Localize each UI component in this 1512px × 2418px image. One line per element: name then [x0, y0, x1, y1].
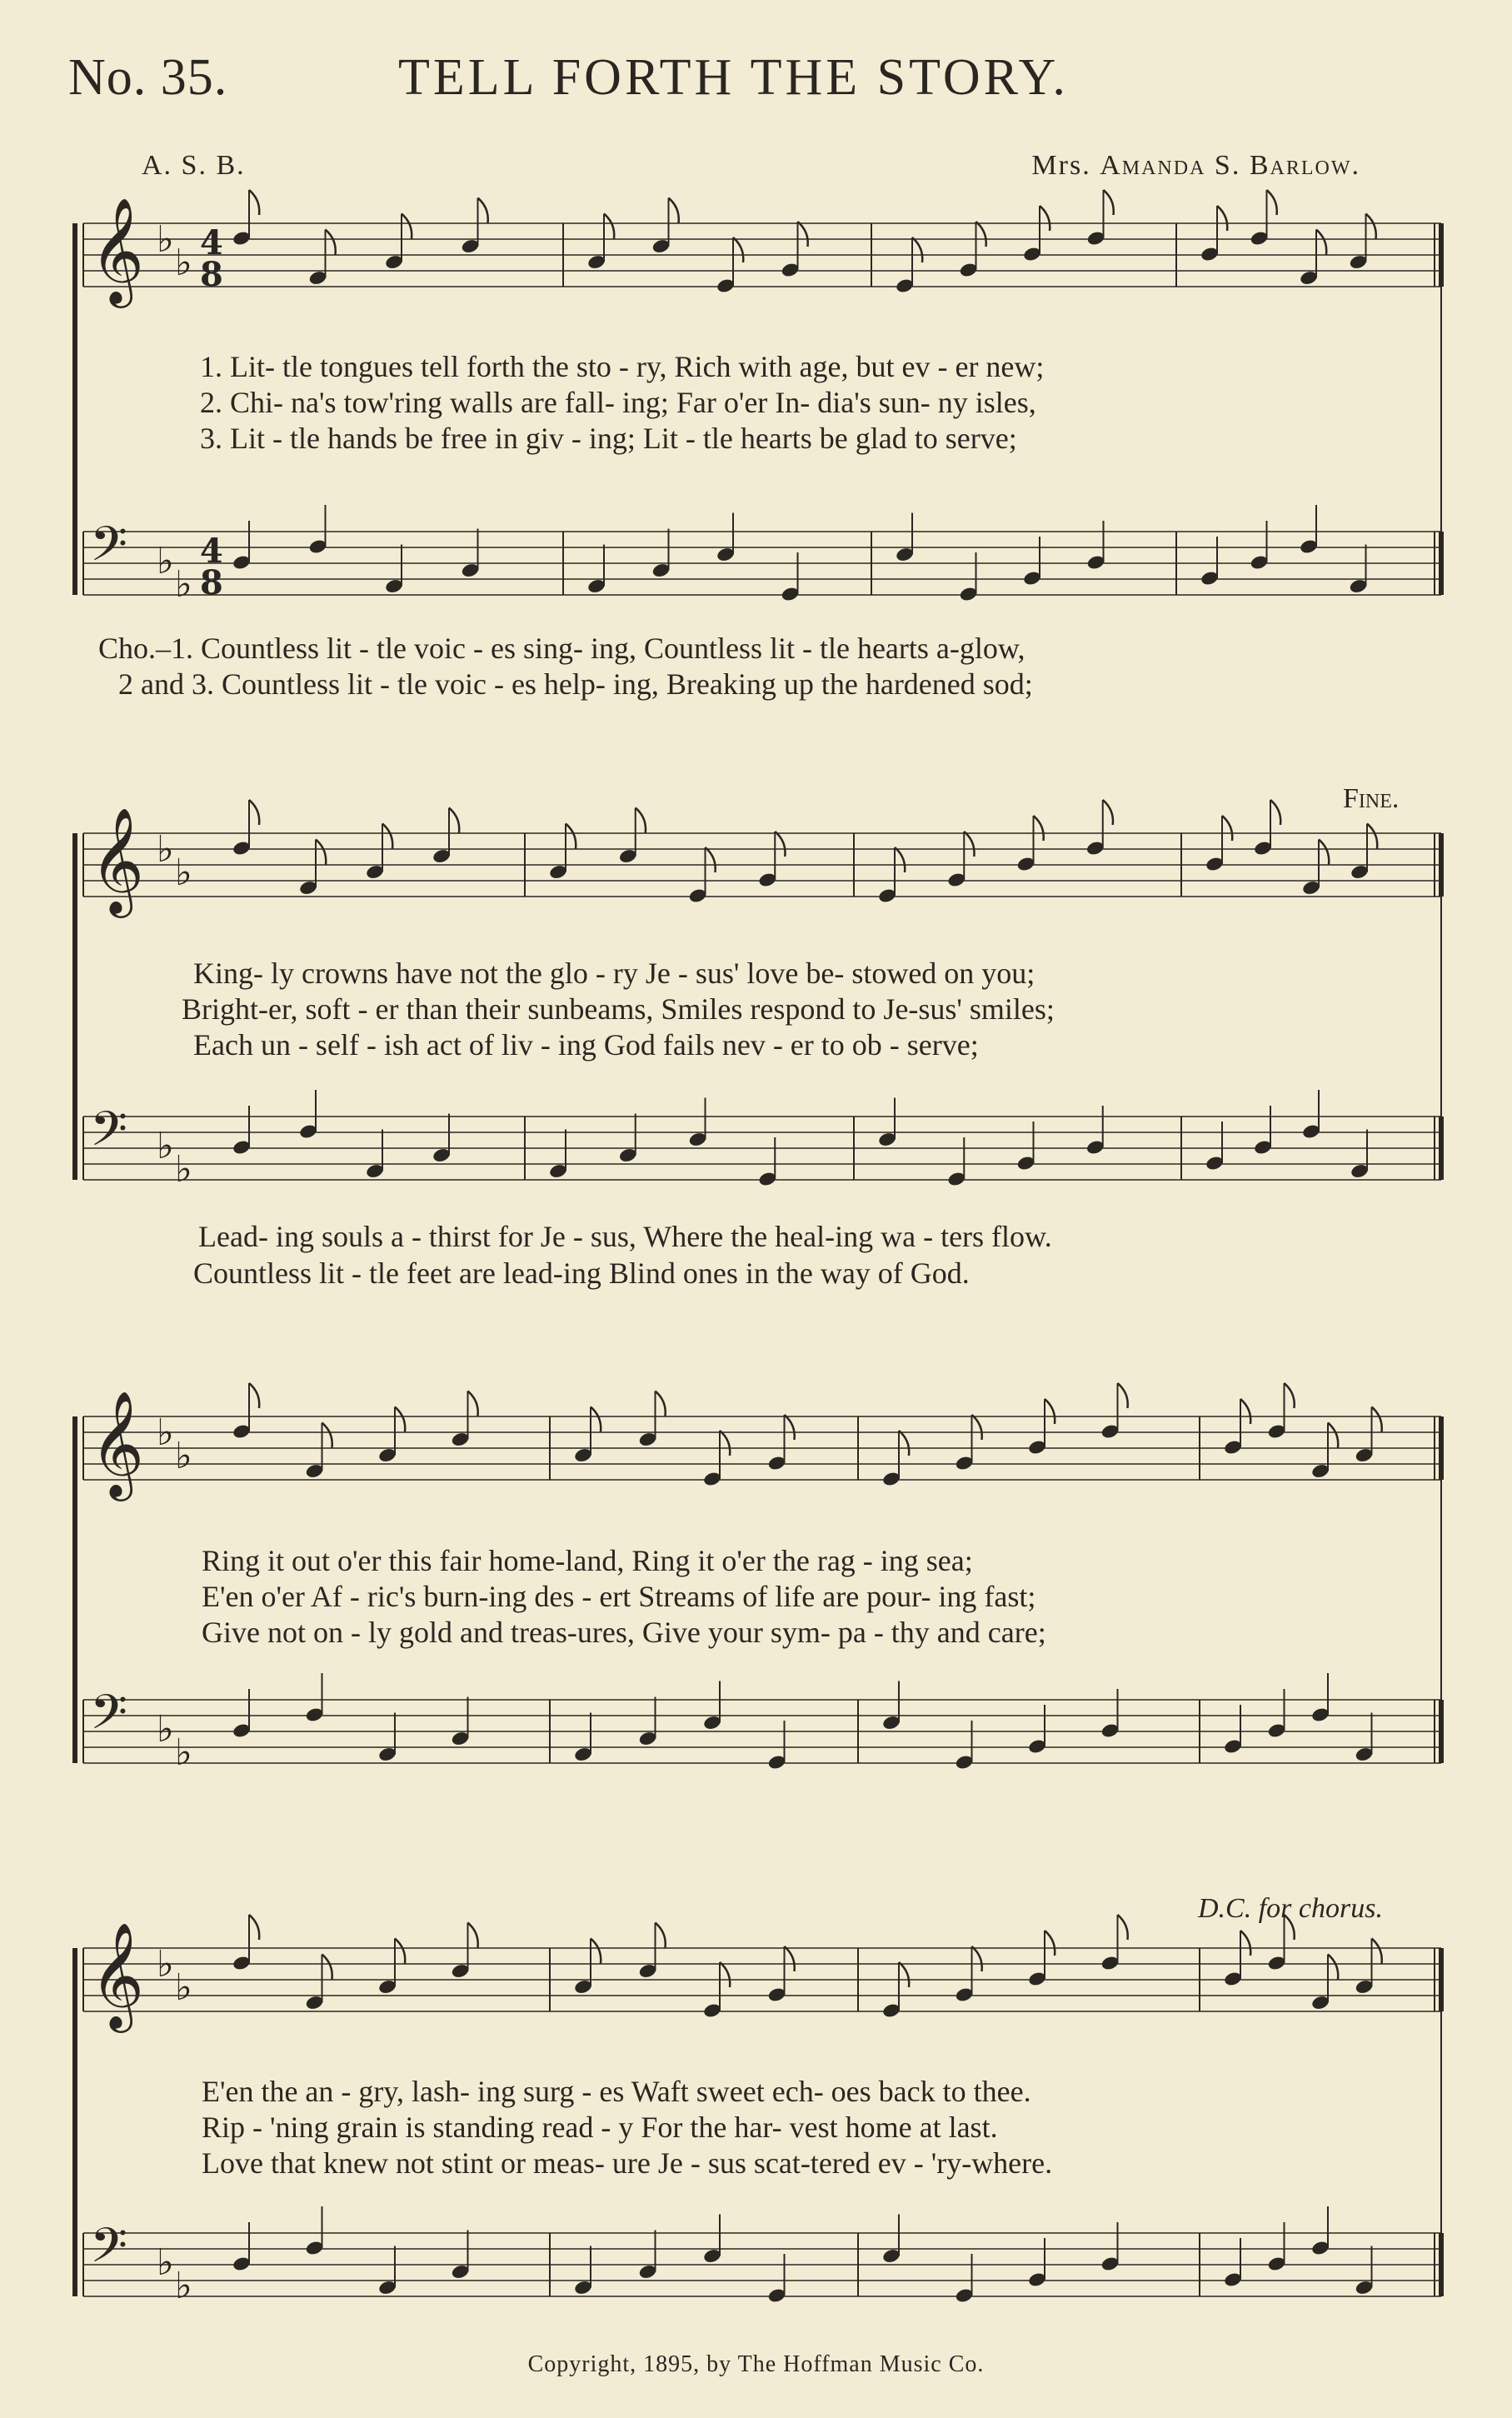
note-flag [669, 198, 679, 223]
note-flag [1045, 1931, 1055, 1956]
note-flag [733, 237, 743, 262]
treble-clef: 𝄞 [90, 1921, 145, 2028]
note-flag [1034, 816, 1044, 841]
note-flag [249, 800, 259, 825]
note-flag [395, 1939, 405, 1964]
note-flag [912, 237, 922, 262]
time-signature-bottom: 8 [200, 563, 223, 602]
note-flag [1270, 800, 1280, 825]
bass-clef: 𝄢 [90, 1684, 128, 1752]
note-flag [449, 808, 459, 833]
note-flag [1045, 1399, 1055, 1424]
chorus-line: Cho.–1. Countless lit - tle voic - es sing- ing, Countless lit - tle hearts a-glow, [98, 632, 1025, 665]
note-flag [249, 190, 259, 215]
verse-line: 3. Lit - tle hands be free in giv - ing; Lit - tle hearts be glad to serve; [200, 422, 1017, 455]
note-flag [785, 1415, 795, 1440]
note-flag [1217, 206, 1227, 231]
note-flag [1372, 1407, 1382, 1432]
note-flag [468, 1391, 478, 1416]
flat-sign: ♭ [157, 2241, 174, 2284]
note-flag [656, 1391, 666, 1416]
note-flag [636, 808, 646, 833]
note-flag [1267, 190, 1277, 215]
verse-line: E'en the an - gry, lash- ing surg - es Waft sweet ech- oes back to thee. [202, 2075, 1031, 2108]
note-flag [566, 824, 576, 849]
verse-line: Love that knew not stint or meas- ure Je - sus scat-tered ev - 'ry-where. [202, 2146, 1053, 2180]
note-flag [402, 214, 412, 239]
treble-clef: 𝄞 [90, 807, 145, 913]
note-flag [604, 214, 614, 239]
hymn-title: TELL FORTH THE STORY. [398, 49, 1069, 106]
note-flag [1103, 800, 1113, 825]
chorus-line: 2 and 3. Countless lit - tle voic - es help- ing, Breaking up the hardened sod; [118, 667, 1033, 701]
bass-clef: 𝄢 [90, 2217, 128, 2286]
lyricist-credit: A. S. B. [142, 150, 246, 181]
flat-sign: ♭ [175, 2265, 192, 2307]
note-flag [899, 1962, 909, 1987]
composer-name: Amanda S. Barlow. [1100, 150, 1360, 181]
note-flag [720, 1962, 730, 1987]
note-flag [591, 1939, 601, 1964]
flat-sign: ♭ [175, 1435, 192, 1477]
note-flag [1367, 824, 1377, 849]
chorus-line: Lead- ing souls a - thirst for Je - sus, Where the heal-ing wa - ters flow. [198, 1220, 1052, 1253]
flat-sign: ♭ [157, 540, 174, 582]
note-flag [1316, 230, 1326, 255]
note-flag [1285, 1383, 1295, 1408]
note-flag [1118, 1915, 1128, 1940]
composer-prefix: Mrs. [1031, 150, 1091, 181]
note-flag [1104, 190, 1114, 215]
note-flag [1372, 1939, 1382, 1964]
flat-sign: ♭ [175, 1966, 192, 2009]
note-flag [478, 198, 488, 223]
note-flag [326, 230, 336, 255]
note-flag [382, 824, 392, 849]
note-flag [1240, 1931, 1250, 1956]
note-flag [972, 1415, 982, 1440]
note-flag [395, 1407, 405, 1432]
note-flag [972, 1946, 982, 1971]
note-flag [249, 1383, 259, 1408]
time-signature-top: 4 [200, 532, 223, 571]
verse-line: 1. Lit- tle tongues tell forth the sto - ry, Rich with age, but ev - er new; [200, 350, 1045, 383]
note-flag [1319, 840, 1329, 865]
treble-clef: 𝄞 [90, 1390, 145, 1496]
note-flag [775, 832, 785, 857]
hymn-number: No. 35. [68, 49, 228, 106]
flat-sign: ♭ [157, 1125, 174, 1167]
flat-sign: ♭ [157, 1708, 174, 1751]
dc-mark: D.C. for chorus. [1198, 1893, 1383, 1924]
note-flag [1366, 214, 1376, 239]
note-flag [322, 1955, 332, 1980]
chorus-line: Countless lit - tle feet are lead-ing Blind ones in the way of God. [193, 1256, 970, 1290]
note-flag [720, 1431, 730, 1456]
verse-line: Rip - 'ning grain is standing read - y For the har- vest home at last. [202, 2111, 998, 2144]
verse-line: E'en o'er Af - ric's burn-ing des - ert Streams of life are pour- ing fast; [202, 1580, 1036, 1613]
fine-mark: Fine. [1343, 783, 1400, 814]
note-flag [249, 1915, 259, 1940]
bass-clef: 𝄢 [90, 1101, 128, 1169]
flat-sign: ♭ [175, 1148, 192, 1191]
flat-sign: ♭ [157, 1411, 174, 1454]
note-flag [1328, 1423, 1338, 1448]
note-flag [899, 1431, 909, 1456]
time-signature-bottom: 8 [200, 255, 223, 294]
flat-sign: ♭ [175, 852, 192, 894]
note-flag [322, 1423, 332, 1448]
flat-sign: ♭ [157, 828, 174, 871]
note-flag [1240, 1399, 1250, 1424]
note-flag [976, 222, 986, 247]
verse-line: Bright-er, soft - er than their sunbeams, Smiles respond to Je-sus' smiles; [182, 992, 1055, 1026]
flat-sign: ♭ [175, 563, 192, 606]
note-flag [1222, 816, 1232, 841]
note-flag [895, 847, 905, 872]
note-flag [656, 1923, 666, 1948]
note-flag [964, 832, 974, 857]
note-flag [706, 847, 716, 872]
verse-line: Each un - self - ish act of liv - ing God fails nev - er to ob - serve; [193, 1028, 979, 1062]
time-signature-top: 4 [200, 223, 223, 262]
flat-sign: ♭ [157, 218, 174, 261]
note-flag [591, 1407, 601, 1432]
flat-sign: ♭ [175, 242, 192, 284]
flat-sign: ♭ [175, 1731, 192, 1774]
verse-line: 2. Chi- na's tow'ring walls are fall- ing; Far o'er In- dia's sun- ny isles, [200, 386, 1036, 419]
note-flag [1040, 206, 1050, 231]
verse-line: King- ly crowns have not the glo - ry Je - sus' love be- stowed on you; [193, 957, 1035, 990]
note-flag [468, 1923, 478, 1948]
flat-sign: ♭ [157, 1943, 174, 1986]
note-flag [785, 1946, 795, 1971]
verse-line: Give not on - ly gold and treas-ures, Give your sym- pa - thy and care; [202, 1616, 1046, 1649]
bass-clef: 𝄢 [90, 516, 128, 584]
note-flag [1328, 1955, 1338, 1980]
verse-line: Ring it out o'er this fair home-land, Ring it o'er the rag - ing sea; [202, 1544, 973, 1577]
note-flag [798, 222, 808, 247]
note-flag [316, 840, 326, 865]
note-flag [1118, 1383, 1128, 1408]
treble-clef: 𝄞 [90, 197, 145, 303]
copyright-footer: Copyright, 1895, by The Hoffman Music Co. [527, 2351, 985, 2377]
